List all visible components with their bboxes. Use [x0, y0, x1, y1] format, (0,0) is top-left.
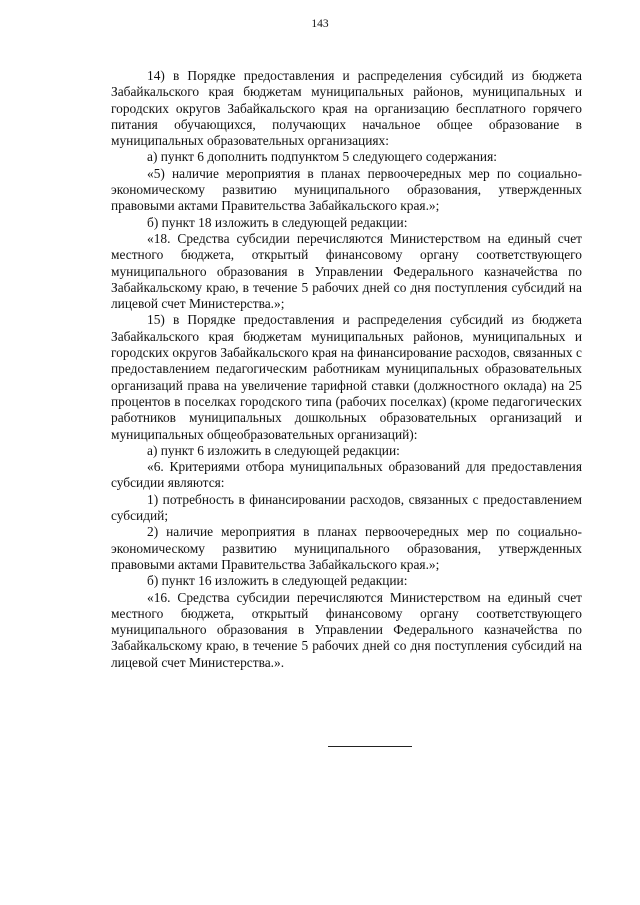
paragraph-quote-5: «5) наличие мероприятия в планах первоочередных мер по социально-экономическому развитию муниципального образования, утвержденных правовыми актами Правительства Забайкальского края.»;	[111, 165, 582, 214]
paragraph-criterion-2: 2) наличие мероприятия в планах первоочередных мер по социально-экономическому развитию муниципального образования, утвержденных правовыми актами Правительства Забайкальского края.»;	[111, 524, 582, 572]
separator-line	[328, 746, 412, 747]
paragraph-subitem-a: а) пункт 6 дополнить подпунктом 5 следующего содержания:	[147, 149, 497, 165]
paragraph-subitem-b: б) пункт 18 изложить в следующей редакции:	[147, 214, 408, 230]
paragraph-item-14: 14) в Порядке предоставления и распределения субсидий из бюджета Забайкальского края бюджетам муниципальных районов, муниципальных и городских округов Забайкальского края на организацию бесплатного горячего питания обучающихся, получающих начальное общее образование в муниципальных образовательных организациях:	[111, 68, 582, 149]
page-number: 143	[311, 18, 329, 30]
paragraph-quote-18: «18. Средства субсидии перечисляются Министерством на единый счет местного бюджета, открытый финансовому органу соответствующего муниципального образования в Управлении Федерального казначейства по Забайкальскому краю, в течение 5 рабочих дней со дня поступления субсидий на лицевой счет Министерства.»;	[111, 230, 582, 312]
paragraph-item-15: 15) в Порядке предоставления и распределения субсидий из бюджета Забайкальского края бюджетам муниципальных районов, муниципальных и городских округов Забайкальского края на финансирование расходов, связанных с предоставлением педагогическим работникам муниципальных образовательных организаций права на увеличение тарифной ставки (должностного оклада) на 25 процентов в поселках городского типа (рабочих поселках) (кроме педагогических работников муниципальных дошкольных образовательных организаций и муниципальных общеобразовательных организаций):	[111, 312, 582, 442]
paragraph-subitem-b: б) пункт 16 изложить в следующей редакции:	[147, 573, 408, 589]
paragraph-quote-16: «16. Средства субсидии перечисляются Министерством на единый счет местного бюджета, открытый финансовому органу соответствующего муниципального образования в Управлении Федерального казначейства по Забайкальскому краю, в течение 5 рабочих дней со дня поступления субсидий на лицевой счет Министерства.».	[111, 589, 582, 670]
paragraph-criterion-1: 1) потребность в финансировании расходов, связанных с предоставлением субсидий;	[111, 491, 582, 524]
document-body	[111, 68, 582, 671]
paragraph-quote-6: «6. Критериями отбора муниципальных образований для предоставления субсидии являются:	[111, 459, 582, 491]
paragraph-subitem-a: а) пункт 6 изложить в следующей редакции:	[147, 442, 400, 458]
